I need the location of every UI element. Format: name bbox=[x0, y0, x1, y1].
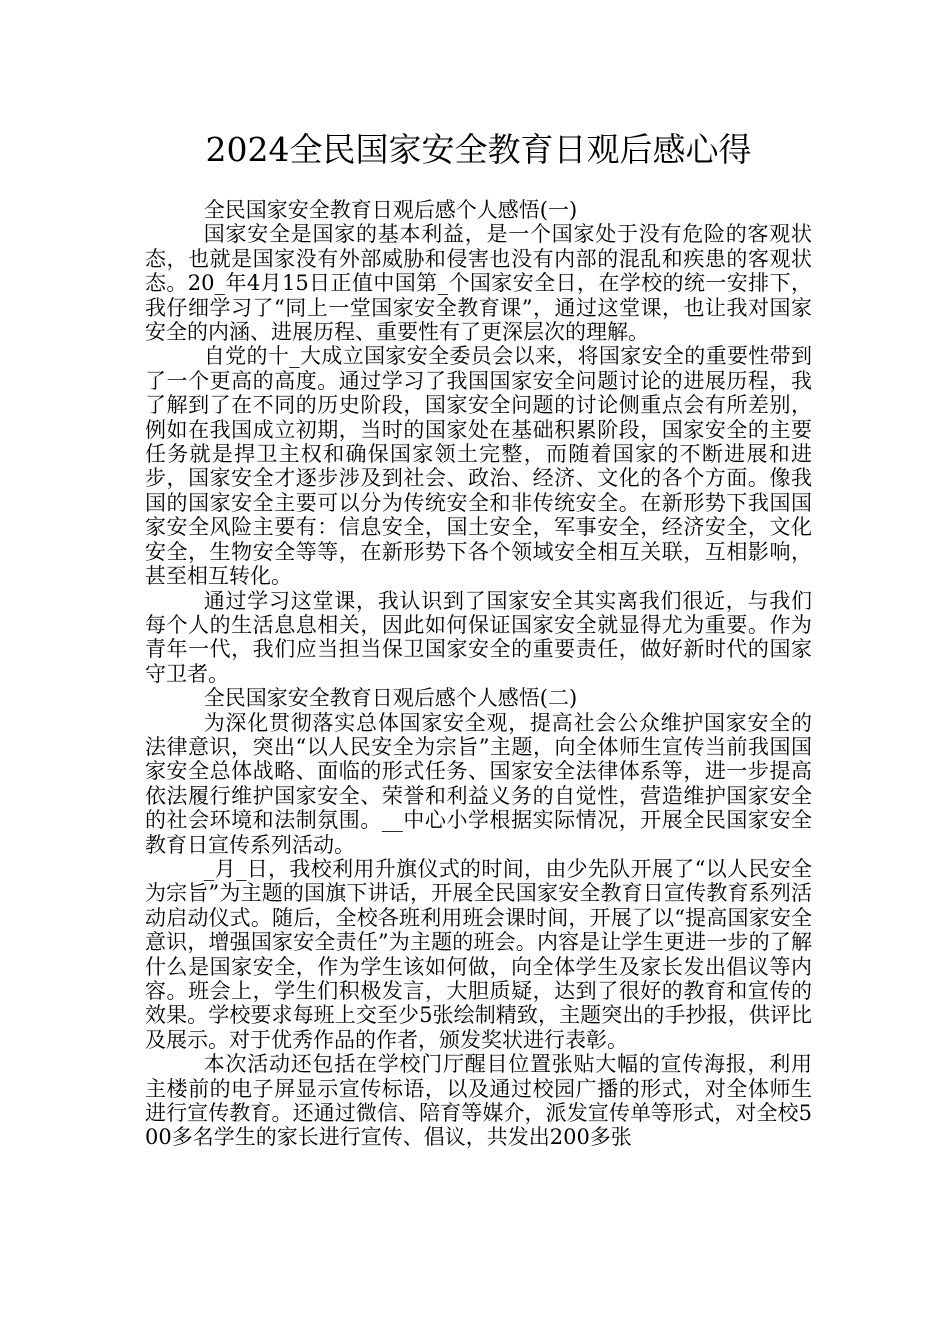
paragraph: 通过学习这堂课，我认识到了国家安全其实离我们很近，与我们每个人的生活息息相关，因此如何保证国家安全就显得尤为重要。作为青年一代，我们应当担当保卫国家安全的重要责任，做好新时代的国家守卫者。 bbox=[145, 588, 812, 686]
section-heading-1: 全民国家安全教育日观后感个人感悟(一) bbox=[203, 198, 578, 222]
document-title: 2024全民国家安全教育日观后感心得 bbox=[205, 130, 752, 169]
paragraph: 国家安全是国家的基本利益，是一个国家处于没有危险的客观状态，也就是国家没有外部威胁和侵害也没有内部的混乱和疾患的客观状态。20_年4月15日正值中国第_个国家安全日，在学校的统一安排下，我仔细学习了“同上一堂国家安全教育课”，通过这堂课，也让我对国家安全的内涵、进展历程、重要性有了更深层次的理解。 bbox=[145, 222, 812, 345]
paragraph: 自党的十_大成立国家安全委员会以来，将国家安全的重要性带到了一个更高的高度。通过学习了我国国家安全问题讨论的进展历程，我了解到了在不同的历史阶段，国家安全问题的讨论侧重点会有所差别，例如在我国成立初期，当时的国家处在基础积累阶段，国家安全的主要任务就是捍卫主权和确保国家领土完整，而随着国家的不断进展和进步，国家安全才逐步涉及到社会、政治、经济、文化的各个方面。像我国的国家安全主要可以分为传统安全和非传统安全。在新形势下我国国家安全风险主要有：信息安全，国土安全，军事安全，经济安全，文化安全，生物安全等等，在新形势下各个领域安全相互关联，互相影响，甚至相互转化。 bbox=[145, 344, 812, 589]
paragraph: 为深化贯彻落实总体国家安全观，提高社会公众维护国家安全的法律意识，突出“以人民安全为宗旨”主题，向全体师生宣传当前我国国家安全总体战略、面临的形式任务、国家安全法律体系等，进一步提高依法履行维护国家安全、荣誉和利益义务的自觉性，营造维护国家安全的社会环境和法制氛围。__中心小学根据实际情况，开展全民国家安全教育日宣传系列活动。 bbox=[145, 710, 812, 857]
paragraph: 本次活动还包括在学校门厅醒目位置张贴大幅的宣传海报，利用主楼前的电子屏显示宣传标语，以及通过校园广播的形式，对全体师生进行宣传教育。还通过微信、陪育等媒介，派发宣传单等形式，对全校500多名学生的家长进行宣传、倡议，共发出200多张 bbox=[145, 1052, 812, 1150]
section-heading-2: 全民国家安全教育日观后感个人感悟(二) bbox=[203, 686, 578, 711]
paragraph: _月_日，我校利用升旗仪式的时间，由少先队开展了“以人民安全为宗旨”为主题的国旗下讲话，开展全民国家安全教育日宣传教育系列活动启动仪式。随后，全校各班利用班会课时间，开展了以“提高国家安全意识，增强国家安全责任”为主题的班会。内容是让学生更进一步的了解什么是国家安全，作为学生该如何做，向全体学生及家长发出倡议等内容。班会上，学生们积极发言，大胆质疑，达到了很好的教育和宣传的效果。学校要求每班上交至少5张绘制精致，主题突出的手抄报，供评比及展示。对于优秀作品的作者，颁发奖状进行表彰。 bbox=[145, 856, 812, 1052]
document-page bbox=[145, 128, 812, 1150]
document-body bbox=[145, 198, 812, 1150]
